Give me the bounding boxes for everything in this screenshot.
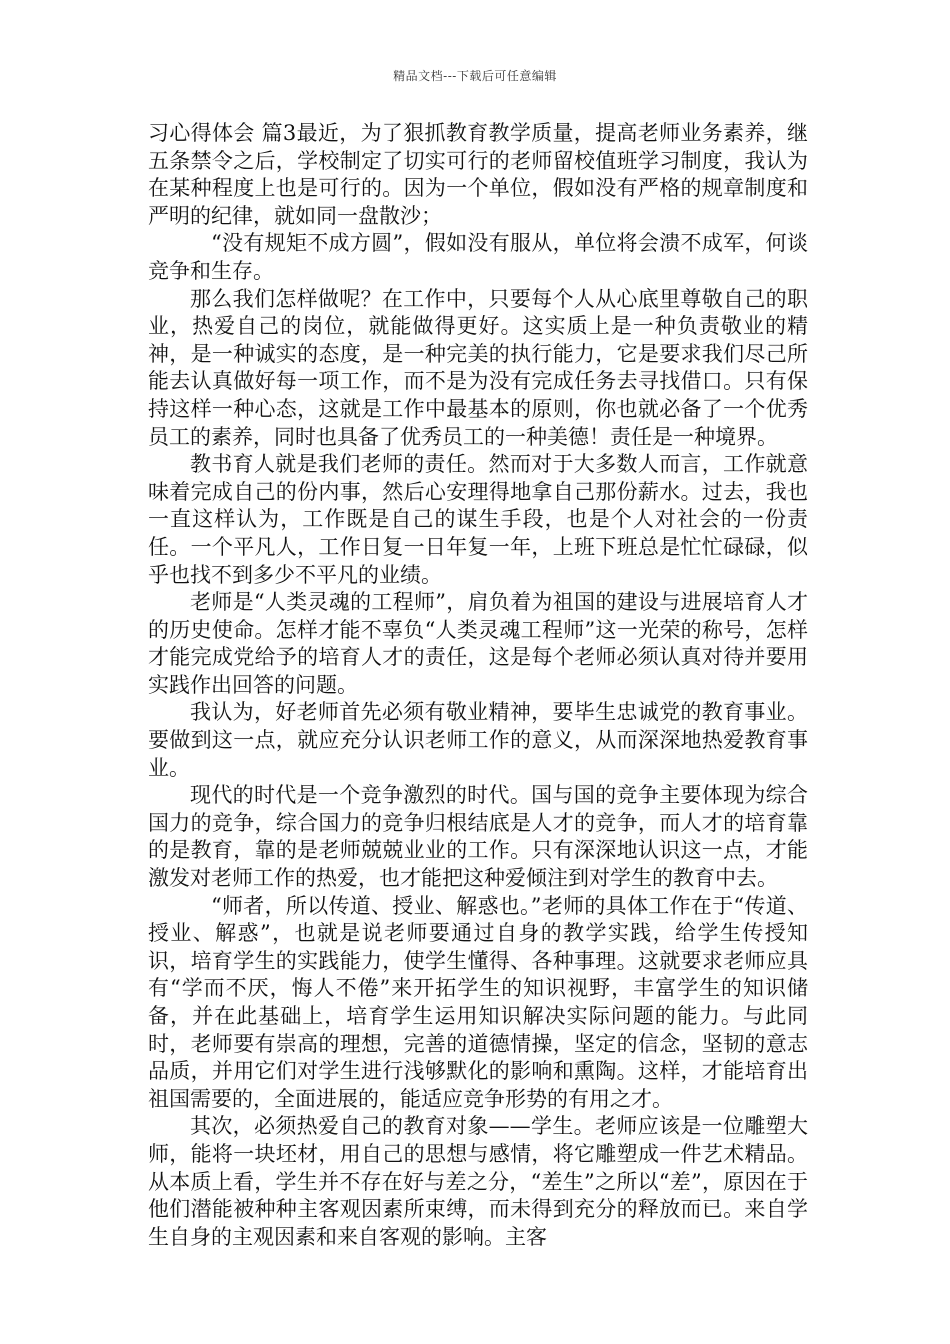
paragraph: 我认为，好老师首先必须有敬业精神，要毕生忠诚党的教育事业。要做到这一点，就应充分认识老师工作的意义，从而深深地热爱教育事业。 (148, 700, 808, 780)
document-body (148, 120, 808, 1251)
paragraph: 其次，必须热爱自己的教育对象——学生。老师应该是一位雕塑大师，能将一块坯材，用自己的思想与感情，将它雕塑成一件艺术精品。从本质上看，学生并不存在好与差之分，“差生”之所以“差”，原因在于他们潜能被种种主客观因素所束缚，而未得到充分的释放而已。来自学生自身的主观因素和来自客观的影响。主客 (148, 1114, 808, 1249)
paragraph: “师者，所以传道、授业、解惑也。”老师的具体工作在于“传道、授业、解惑”，也就是说老师要通过自身的教学实践，给学生传授知识，培育学生的实践能力，使学生懂得、各种事理。这就要求老师应具有“学而不厌，悔人不倦”来开拓学生的知识视野，丰富学生的知识储备，并在此基础上，培育学生运用知识解决实际问题的能力。与此同时，老师要有崇高的理想，完善的道德情操，坚定的信念，坚韧的意志品质，并用它们对学生进行浅够默化的影响和熏陶。这样，才能培育出祖国需要的，全面进展的，能适应竞争形势的有用之才。 (148, 893, 808, 1111)
paragraph: 那么我们怎样做呢？在工作中，只要每个人从心底里尊敬自己的职业，热爱自己的岗位，就能做得更好。这实质上是一种负责敬业的精神，是一种诚实的态度，是一种完美的执行能力，它是要求我们尽己所能去认真做好每一项工作，而不是为没有完成任务去寻找借口。只有保持这样一种心态，这就是工作中最基本的原则，你也就必备了一个优秀员工的素养，同时也具备了优秀员工的一种美德！责任是一种境界。 (148, 286, 808, 449)
paragraph: 习心得体会 篇3最近，为了狠抓教育教学质量，提高老师业务素养，继五条禁令之后，学校制定了切实可行的老师留校值班学习制度，我认为在某种程度上也是可行的。因为一个单位，假如没有严格的规章制度和严明的纪律，就如同一盘散沙； (148, 121, 808, 228)
paragraph: 教书育人就是我们老师的责任。然而对于大多数人而言，工作就意味着完成自己的份内事，然后心安理得地拿自己那份薪水。过去，我也一直这样认为，工作既是自己的谋生手段，也是个人对社会的一份责任。一个平凡人，工作日复一日年复一年，上班下班总是忙忙碌碌，似乎也找不到多少不平凡的业绩。 (148, 452, 808, 587)
paragraph: 现代的时代是一个竞争激烈的时代。国与国的竞争主要体现为综合国力的竞争，综合国力的竞争归根结底是人才的竞争，而人才的培育靠的是教育，靠的是老师兢兢业业的工作。只有深深地认识这一点，才能激发对老师工作的热爱，也才能把这种爱倾注到对学生的教育中去。 (148, 783, 808, 891)
page-header: 精品文档---下载后可任意编辑 (393, 69, 557, 83)
paragraph: 老师是“人类灵魂的工程师”，肩负着为祖国的建设与进展培育人才的历史使命。怎样才能不辜负“人类灵魂工程师”这一光荣的称号，怎样才能完成党给予的培育人才的责任，这是每个老师必须认真对待并要用实践作出回答的问题。 (148, 590, 808, 697)
paragraph: “没有规矩不成方圆”，假如没有服从，单位将会溃不成军，何谈竞争和生存。 (148, 231, 808, 283)
